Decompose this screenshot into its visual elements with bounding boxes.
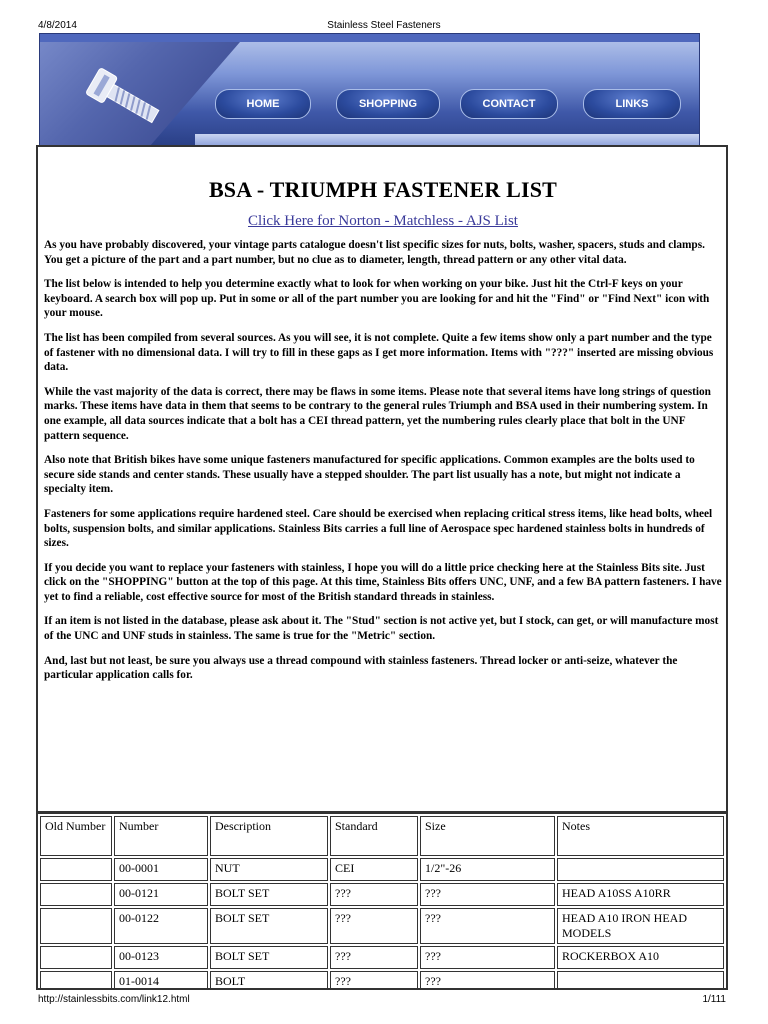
nav-shopping-button[interactable]: SHOPPING — [336, 89, 440, 119]
table-row — [40, 971, 724, 990]
cell-description: BOLT SET — [210, 946, 328, 969]
cell-notes — [557, 858, 724, 881]
cell-notes: HEAD A10SS A10RR — [557, 883, 724, 906]
cell-standard: ??? — [330, 971, 418, 990]
cell-standard: ??? — [330, 946, 418, 969]
cell-number: 00-0001 — [114, 858, 208, 881]
nav-links-button[interactable]: LINKS — [583, 89, 681, 119]
print-title: Stainless Steel Fasteners — [327, 20, 441, 31]
col-header-number: Number — [114, 816, 208, 856]
intro-paragraph: The list has been compiled from several sources. As you will see, it is not complete. Quite a few items show only a part number and the type of fastener with no dimensional data. I will try to fill in these gaps as I get more information. Items with "???" inserted are missing obvious data. — [44, 331, 714, 374]
cell-size: ??? — [420, 971, 555, 990]
cell-standard: ??? — [330, 883, 418, 906]
table-header-row — [40, 816, 724, 856]
cell-number: 00-0121 — [114, 883, 208, 906]
print-date: 4/8/2014 — [38, 20, 77, 31]
cell-notes: HEAD A10 IRON HEAD MODELS — [557, 908, 724, 944]
intro-paragraph: If an item is not listed in the database, please ask about it. The "Stud" section is not active yet, but I stock, can get, or will manufacture most of the UNC and UNF studs in stainless. The same is true for the "Metric" section. — [44, 615, 719, 643]
print-url: http://stainlessbits.com/link12.html — [38, 994, 190, 1005]
cell-old-number — [40, 971, 112, 990]
cell-size: ??? — [420, 908, 555, 944]
col-header-notes: Notes — [557, 816, 724, 856]
cell-description: BOLT SET — [210, 883, 328, 906]
cell-size: ??? — [420, 883, 555, 906]
cell-description: BOLT SET — [210, 908, 328, 944]
table-row — [40, 908, 724, 944]
cell-number: 00-0123 — [114, 946, 208, 969]
table-row — [40, 858, 724, 881]
fastener-table — [38, 814, 726, 990]
table-row — [40, 946, 724, 969]
cell-size: ??? — [420, 946, 555, 969]
intro-paragraph: As you have probably discovered, your vintage parts catalogue doesn't list specific sizes for nuts, bolts, washer, spacers, studs and clamps. You get a picture of the part and a part number, but no clue as to diameter, length, thread pattern or any other vital data. — [44, 239, 705, 266]
print-footer — [0, 994, 768, 1014]
nav-contact-button[interactable]: CONTACT — [460, 89, 558, 119]
col-header-old-number: Old Number — [40, 816, 112, 856]
intro-paragraph: Also note that British bikes have some unique fasteners manufactured for specific applications. Common examples are the bolts used to secure side stands and center stands. These usually have a stepped shoulder. The part list usually has a note, but might not indicate a specialty item. — [44, 454, 695, 496]
cell-description: BOLT — [210, 971, 328, 990]
banner-top-strip — [40, 34, 699, 42]
intro-paragraph: The list below is intended to help you determine exactly what to look for when working on your bike. Just hit the Ctrl-F keys on your keyboard. A search box will pop up. Put in some or all of the part number you are looking for and hit the "Find" or "Find Next" icon with your mouse. — [44, 278, 710, 320]
cell-old-number — [40, 883, 112, 906]
page-heading: BSA - TRIUMPH FASTENER LIST — [208, 177, 558, 202]
bolt-logo-icon — [80, 64, 170, 134]
col-header-standard: Standard — [330, 816, 418, 856]
intro-paragraph: While the vast majority of the data is correct, there may be flaws in some items. Please note that several items have long strings of question marks. These items have data in them that seems to be contrary to the general rules Triumph and BSA used in their numbering system. In one example, all data sources indicate that a bolt has a CEI thread pattern, yet the numbering rules clearly place that bolt in the UNF pattern sequence. — [44, 385, 711, 442]
cell-standard: CEI — [330, 858, 418, 881]
col-header-size: Size — [420, 816, 555, 856]
cell-standard: ??? — [330, 908, 418, 944]
cell-notes — [557, 971, 724, 990]
intro-paragraph: If you decide you want to replace your fasteners with stainless, I hope you will do a little price checking here at the Stainless Bits site. Just click on the "SHOPPING" button at the top of this page. At this time, Stainless Bits offers UNC, UNF, and a few BA pattern fasteners. I have yet to find a reliable, cost effective source for most of the British standard threads in stainless. — [44, 561, 722, 603]
cell-old-number — [40, 908, 112, 944]
cell-old-number — [40, 946, 112, 969]
intro-paragraph: Fasteners for some applications require hardened steel. Care should be exercised when replacing critical stress items, like head bolts, wheel bolts, suspension bolts, and similar applications. Stainless Bits carries a full line of Aerospace spec hardened stainless bolts in hundreds of sizes. — [44, 507, 713, 550]
norton-list-link[interactable]: Click Here for Norton - Matchless - AJS List — [248, 213, 518, 229]
fastener-table-container — [36, 812, 728, 990]
print-page-number: 1/111 — [702, 994, 726, 1005]
nav-home-button[interactable]: HOME — [215, 89, 311, 119]
table-row — [40, 883, 724, 906]
site-banner — [39, 33, 700, 147]
print-header — [0, 0, 768, 30]
cell-number: 00-0122 — [114, 908, 208, 944]
cell-size: 1/2"-26 — [420, 858, 555, 881]
cell-description: NUT — [210, 858, 328, 881]
cell-old-number — [40, 858, 112, 881]
cell-notes: ROCKERBOX A10 — [557, 946, 724, 969]
intro-paragraph: And, last but not least, be sure you always use a thread compound with stainless fasteners. Thread locker or anti-seize, whatever the particular application calls for. — [44, 654, 678, 682]
intro-content — [36, 145, 728, 813]
col-header-description: Description — [210, 816, 328, 856]
cell-number: 01-0014 — [114, 971, 208, 990]
